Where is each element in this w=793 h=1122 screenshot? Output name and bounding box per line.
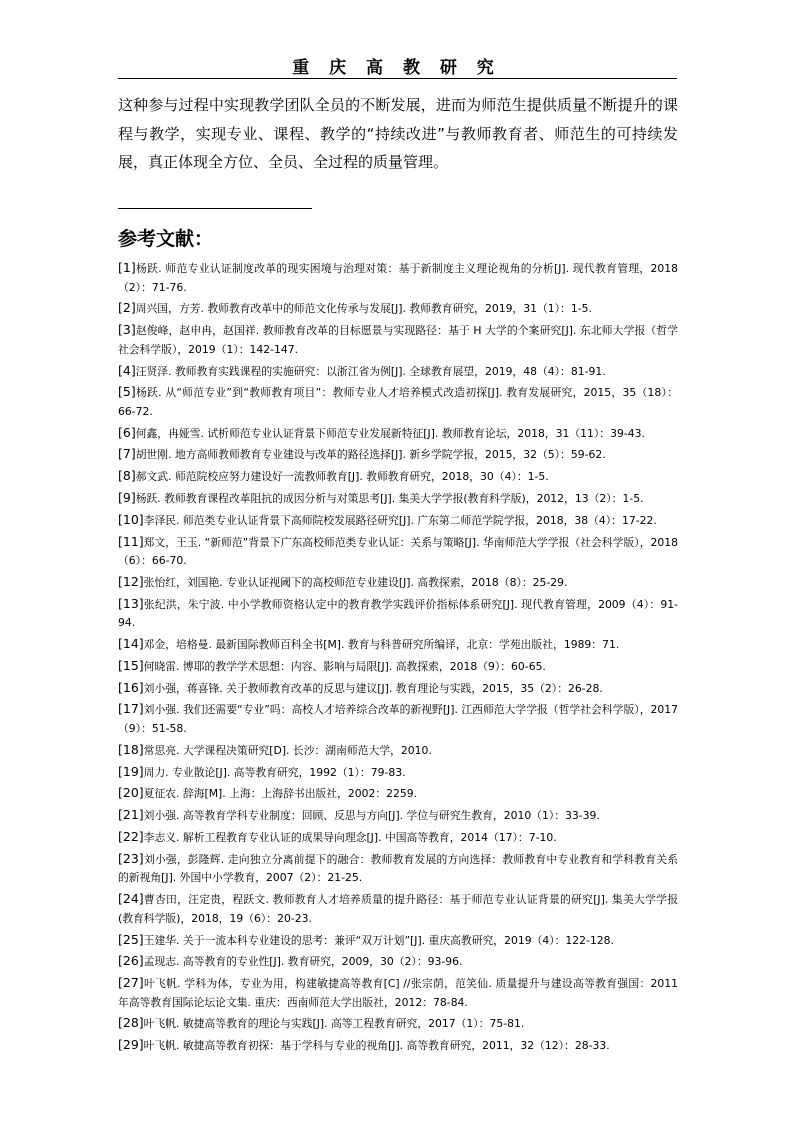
reference-text: 叶飞帆. 敏捷高等教育的理论与实践[J]. 高等工程教育研究，2017（1）：75-81. bbox=[143, 1017, 525, 1031]
references-heading: 参考文献： bbox=[118, 228, 214, 250]
reference-number: [28] bbox=[118, 1015, 144, 1031]
reference-number: [24] bbox=[118, 891, 144, 907]
reference-text: 叶飞帆. 学科为体，专业为用，构建敏捷高等教育[C] //张宗荫，范笑仙. 质量提升与建设高等教育强国：2011 年高等教育国际论坛论文集. 重庆：西南师范大学出版社，2012：78-84. bbox=[118, 977, 678, 1009]
reference-list bbox=[118, 259, 678, 1058]
reference-text: 刘小强. 高等教育学科专业制度：回顾、反思与方向[J]. 学位与研究生教育，2010（1）：33-39. bbox=[143, 809, 600, 823]
reference-item bbox=[118, 635, 678, 655]
reference-number: [3] bbox=[118, 322, 136, 338]
reference-text: 叶飞帆. 敏捷高等教育初探：基于学科与专业的视角[J]. 高等教育研究，2011，32（12）：28-33. bbox=[143, 1039, 610, 1053]
reference-number: [6] bbox=[118, 424, 136, 440]
reference-text: 王建华. 关于一流本科专业建设的思考：兼评“双万计划”[J]. 重庆高教研究，2019（4）：122-128. bbox=[143, 933, 614, 947]
reference-text: 胡世刚. 地方高师教师教育专业建设与改革的路径选择[J]. 新乡学院学报，2015，32（5）：59-62. bbox=[135, 448, 606, 462]
reference-number: [15] bbox=[118, 657, 144, 673]
reference-number: [18] bbox=[118, 741, 144, 757]
reference-item bbox=[118, 828, 678, 848]
reference-text: 何鑫，冉娅雪. 试析师范专业认证背景下师范专业发展新特征[J]. 教师教育论坛，2018，31（11）：39-43. bbox=[135, 426, 645, 440]
header-divider bbox=[118, 78, 677, 79]
reference-number: [17] bbox=[118, 701, 144, 717]
reference-text: 孟现志. 高等教育的专业性[J]. 教育研究，2009，30（2）：93-96. bbox=[143, 955, 463, 969]
reference-text: 杨跃. 师范专业认证制度改革的现实困境与治理对策：基于新制度主义理论视角的分析[J]. 现代教育管理，2018（2）：71-76. bbox=[118, 262, 678, 294]
reference-number: [21] bbox=[118, 807, 144, 823]
reference-text: 张怡红，刘国艳. 专业认证视阈下的高校师范专业建设[J]. 高教探索，2018（8）：25-29. bbox=[143, 575, 568, 589]
section-divider bbox=[118, 208, 312, 209]
reference-text: 周力. 专业散论[J]. 高等教育研究，1992（1）：79-83. bbox=[143, 765, 406, 779]
reference-number: [1] bbox=[118, 260, 136, 275]
reference-item bbox=[118, 952, 678, 972]
reference-item bbox=[118, 1036, 678, 1056]
reference-text: 郑文，王玉. “新师范”背景下广东高校师范类专业认证：关系与策略[J]. 华南师范大学学报（社会科学版），2018（6）：66-70. bbox=[118, 535, 678, 568]
reference-item bbox=[118, 700, 678, 738]
reference-number: [23] bbox=[118, 850, 144, 866]
reference-number: [11] bbox=[118, 533, 144, 549]
reference-number: [5] bbox=[118, 384, 136, 400]
reference-item bbox=[118, 806, 678, 826]
reference-item bbox=[118, 763, 678, 783]
reference-number: [14] bbox=[118, 636, 144, 652]
reference-number: [7] bbox=[118, 446, 136, 462]
reference-text: 郝文武. 师范院校应努力建设好一流教师教育[J]. 教师教育研究，2018，30（4）：1-5. bbox=[135, 470, 549, 484]
body-paragraph: 这种参与过程中实现教学团队全员的不断发展，进而为师范生提供质量不断提升的课程与教学，实现专业、课程、教学的“持续改进”与教师教育者、师范生的可持续发展，真正体现全方位、全员、全过程的质量管理。 bbox=[118, 96, 678, 171]
reference-number: [20] bbox=[118, 785, 144, 801]
reference-item bbox=[118, 1014, 678, 1034]
reference-item bbox=[118, 259, 678, 297]
reference-item bbox=[118, 424, 678, 444]
reference-number: [19] bbox=[118, 763, 144, 779]
reference-number: [22] bbox=[118, 828, 144, 844]
reference-item bbox=[118, 850, 678, 888]
reference-number: [25] bbox=[118, 931, 144, 947]
reference-item bbox=[118, 511, 678, 531]
reference-text: 杨跃. 教师教育课程改革阻抗的成因分析与对策思考[J]. 集美大学学报(教育科学版)，2012，13（2）：1-5. bbox=[135, 492, 644, 506]
reference-item bbox=[118, 321, 678, 359]
reference-item bbox=[118, 741, 678, 761]
reference-item bbox=[118, 679, 678, 699]
reference-text: 李志义. 解析工程教育专业认证的成果导向理念[J]. 中国高等教育，2014（17）：7-10. bbox=[143, 830, 557, 844]
reference-text: 杨跃. 从“师范专业”到“教师教育项目”：教师专业人才培养模式改造初探[J]. 教育发展研究，2015，35（18）：66-72. bbox=[118, 386, 678, 418]
reference-text: 常思亮. 大学课程决策研究[D]. 长沙：湖南师范大学，2010. bbox=[143, 743, 432, 757]
reference-text: 刘小强，蒋喜锋. 关于教师教育改革的反思与建议[J]. 教育理论与实践，2015，35（2）：26-28. bbox=[143, 681, 603, 695]
reference-item bbox=[118, 467, 678, 487]
reference-item bbox=[118, 931, 678, 951]
reference-item bbox=[118, 784, 678, 804]
reference-number: [16] bbox=[118, 679, 144, 695]
reference-item bbox=[118, 657, 678, 677]
reference-number: [4] bbox=[118, 362, 136, 378]
reference-text: 刘小强，彭隆辉. 走向独立分离前提下的融合：教师教育发展的方向选择：教师教育中专业教育和学科教育关系的新视角[J]. 外国中小学教育，2007（2）：21-25. bbox=[118, 852, 678, 885]
reference-number: [13] bbox=[118, 595, 144, 611]
journal-header-title: 重 庆 高 教 研 究 bbox=[292, 58, 501, 78]
reference-number: [26] bbox=[118, 953, 144, 969]
reference-text: 赵俊峰，赵申冉，赵国祥. 教师教育改革的目标愿景与实现路径：基于 H 大学的个案研究[J]. 东北师大学报（哲学社会科学版），2019（1）：142-147. bbox=[118, 324, 678, 356]
reference-item bbox=[118, 383, 678, 421]
reference-text: 邓金，培格曼. 最新国际教师百科全书[M]. 教育与科普研究所编译，北京：学苑出版社，1989：71. bbox=[143, 638, 620, 652]
reference-item bbox=[118, 533, 678, 571]
reference-item bbox=[118, 974, 678, 1012]
reference-text: 汪贤泽. 教师教育实践课程的实施研究：以浙江省为例[J]. 全球教育展望，2019，48（4）：81-91. bbox=[135, 364, 606, 378]
reference-item bbox=[118, 445, 678, 465]
reference-text: 曹杏田，汪定贵，程跃文. 教师教育人才培养质量的提升路径：基于师范专业认证背景的研究[J]. 集美大学学报(教育科学版)，2018，19（6）：20-23. bbox=[118, 893, 678, 925]
reference-number: [9] bbox=[118, 490, 136, 506]
reference-text: 夏征农. 辞海[M]. 上海：上海辞书出版社，2002：2259. bbox=[143, 787, 418, 801]
reference-text: 张纪洪，朱宁波. 中小学教师资格认定中的教育教学实践评价指标体系研究[J]. 现代教育管理，2009（4）：91-94. bbox=[118, 597, 678, 630]
reference-text: 周兴国，方芳. 教师教育改革中的师范文化传承与发展[J]. 教师教育研究，2019，31（1）：1-5. bbox=[135, 302, 592, 316]
reference-item bbox=[118, 299, 678, 319]
reference-number: [12] bbox=[118, 573, 144, 589]
reference-number: [29] bbox=[118, 1037, 144, 1053]
reference-number: [2] bbox=[118, 300, 136, 316]
reference-item bbox=[118, 595, 678, 633]
reference-number: [10] bbox=[118, 511, 144, 527]
reference-text: 刘小强. 我们还需要“专业”吗：高校人才培养综合改革的新视野[J]. 江西师范大学学报（哲学社会科学版），2017（9）：51-58. bbox=[118, 703, 678, 736]
reference-item bbox=[118, 489, 678, 509]
reference-item bbox=[118, 890, 678, 928]
reference-item bbox=[118, 362, 678, 382]
reference-number: [27] bbox=[118, 975, 144, 991]
reference-item bbox=[118, 573, 678, 593]
reference-text: 李泽民. 师范类专业认证背景下高师院校发展路径研究[J]. 广东第二师范学院学报，2018，38（4）：17-22. bbox=[143, 513, 657, 527]
reference-number: [8] bbox=[118, 468, 136, 484]
reference-text: 何晓雷. 博耶的教学学术思想：内容、影响与局限[J]. 高教探索，2018（9）：60-65. bbox=[143, 659, 546, 673]
